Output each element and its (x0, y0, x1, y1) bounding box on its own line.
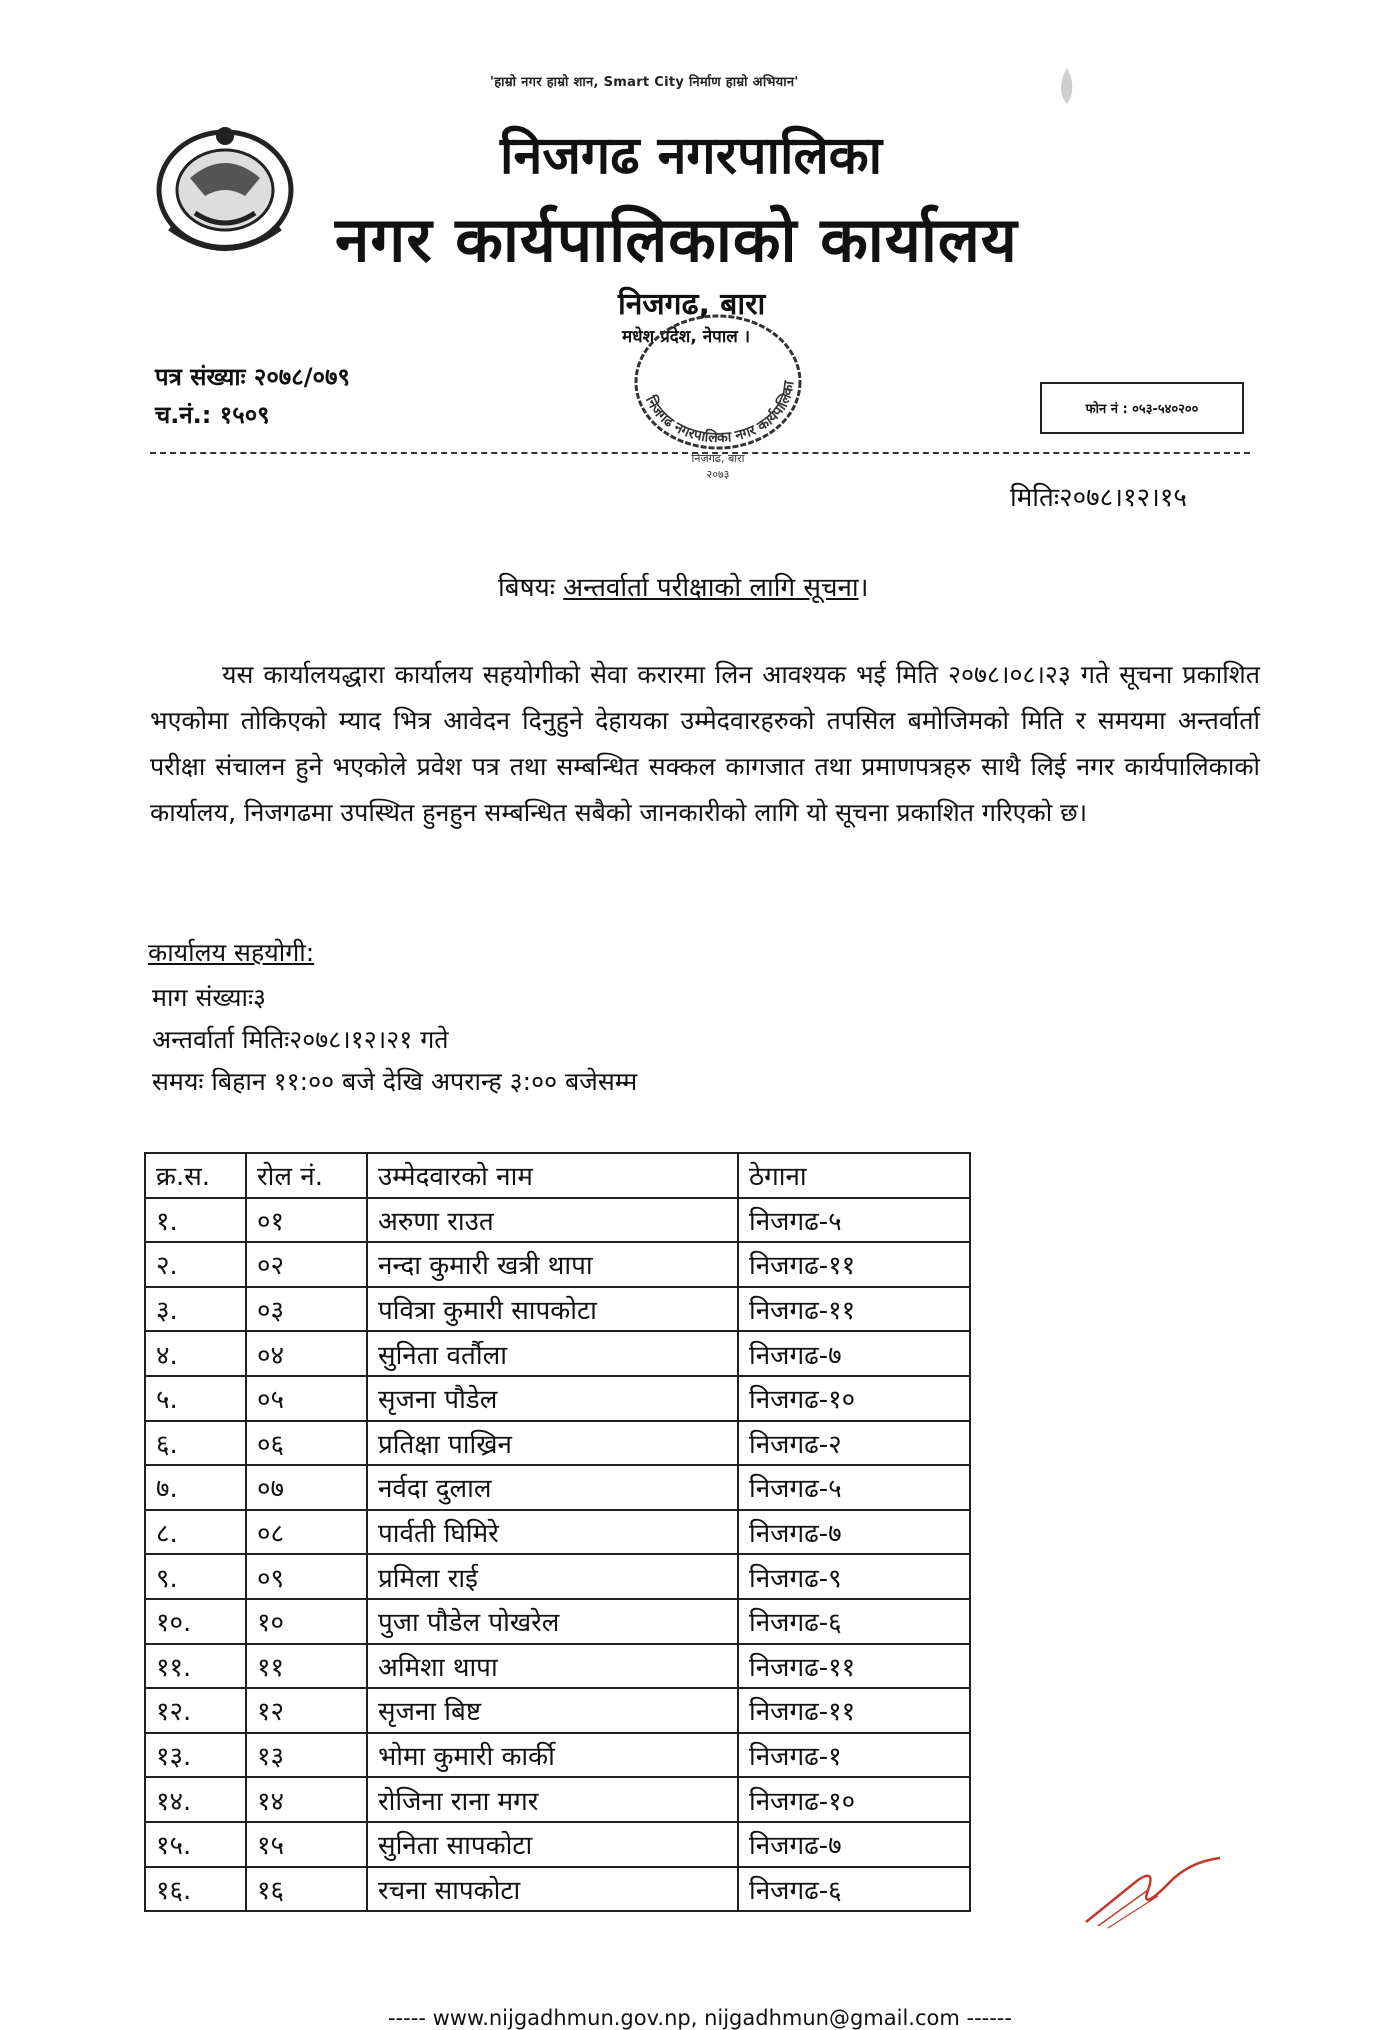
name-cell: पार्वती घिमिरे (367, 1510, 738, 1555)
table-row (145, 1688, 970, 1733)
roll-cell: १३ (246, 1733, 367, 1778)
address-cell: निजगढ-७ (738, 1331, 970, 1376)
table-row (145, 1331, 970, 1376)
roll-cell: ०८ (246, 1510, 367, 1555)
post-title: कार्यालय सहयोगी: (148, 938, 315, 967)
subject-text: अन्तर्वार्ता परीक्षाको लागि सूचना (563, 573, 859, 603)
office-seal-stamp (618, 312, 818, 492)
name-cell: रोजिना राना मगर (367, 1777, 738, 1822)
notice-body: यस कार्यालयद्धारा कार्यालय सहयोगीको सेवा करारमा लिन आवश्यक भई मिति २०७८।०८।२३ गते सूचना प्रकाशित भएकोमा तोकिएको म्याद भित्र आवेदन दिनुहुने देहायका उम्मेदवारहरुको तपसिल बमोजिमको मिति र समयमा अन्तर्वार्ता परीक्षा संचालन हुने भएकोले प्रवेश पत्र तथा सम्बन्धित सक्कल कागजात तथा प्रमाणपत्रहरु साथै लिई नगर कार्यपालिकाको कार्यालय, निजगढमा उपस्थित हुनहुन सम्बन्धित सबैको जानकारीको लागि यो सूचना प्रकाशित गरिएको छ। (150, 660, 1260, 827)
table-row (145, 1510, 970, 1555)
address-cell: निजगढ-११ (738, 1644, 970, 1689)
roll-cell: १२ (246, 1688, 367, 1733)
letter-date: मितिः२०७८।१२।१५ (1010, 483, 1187, 513)
footer-contact: ----- www.nijgadhmun.gov.np, nijgadhmun@gmail.com ------ (388, 2006, 1012, 2030)
address-cell: निजगढ-११ (738, 1688, 970, 1733)
table-row (145, 1822, 970, 1867)
serial-cell: ८. (145, 1510, 246, 1555)
subject-end: । (858, 573, 869, 603)
serial-cell: १३. (145, 1733, 246, 1778)
roll-cell: ०६ (246, 1421, 367, 1466)
roll-cell: १५ (246, 1822, 367, 1867)
candidates-table (144, 1152, 971, 1912)
serial-cell: १२. (145, 1688, 246, 1733)
table-header-serial-cell: क्र.स. (145, 1153, 246, 1198)
table-row (145, 1198, 970, 1243)
table-row (145, 1777, 970, 1822)
name-cell: रचना सापकोटा (367, 1867, 738, 1912)
table-row (145, 1733, 970, 1778)
address-cell: निजगढ-६ (738, 1867, 970, 1912)
table-row (145, 1287, 970, 1332)
name-cell: भोमा कुमारी कार्की (367, 1733, 738, 1778)
roll-cell: ०५ (246, 1376, 367, 1421)
name-cell: सृजना बिष्ट (367, 1688, 738, 1733)
interview-date: अन्तर्वार्ता मितिः२०७८।१२।२१ गते (152, 1025, 449, 1054)
name-cell: सुनिता वर्तौला (367, 1331, 738, 1376)
table-row (145, 1599, 970, 1644)
address-cell: निजगढ-५ (738, 1198, 970, 1243)
serial-cell: २. (145, 1242, 246, 1287)
address-cell: निजगढ-१ (738, 1733, 970, 1778)
address-cell: निजगढ-१० (738, 1777, 970, 1822)
demand-count: माग संख्याः३ (152, 983, 266, 1012)
roll-cell: ०४ (246, 1331, 367, 1376)
dispatch-number: च.नं.: १५०९ (155, 401, 270, 429)
roll-cell: ०३ (246, 1287, 367, 1332)
phone-box (1040, 382, 1244, 434)
roll-cell: ०२ (246, 1242, 367, 1287)
table-header-row (145, 1153, 970, 1198)
address-cell: निजगढ-२ (738, 1421, 970, 1466)
header-divider (150, 452, 1250, 454)
roll-cell: ११ (246, 1644, 367, 1689)
table-row (145, 1242, 970, 1287)
name-cell: अरुणा राउत (367, 1198, 738, 1243)
roll-cell: ०७ (246, 1465, 367, 1510)
letter-number: पत्र संख्याः २०७८/०७९ (155, 363, 350, 391)
address-line1: निजगढ, बारा (618, 287, 766, 322)
municipality-name: निजगढ नगरपालिका (500, 126, 883, 186)
table-row (145, 1465, 970, 1510)
table-row (145, 1376, 970, 1421)
serial-cell: ५. (145, 1376, 246, 1421)
table-row (145, 1644, 970, 1689)
roll-cell: ०१ (246, 1198, 367, 1243)
table-row (145, 1421, 970, 1466)
smudge-mark (1055, 66, 1079, 106)
office-name: नगर कार्यपालिकाको कार्यालय (335, 203, 1018, 276)
roll-cell: १६ (246, 1867, 367, 1912)
name-cell: सुनिता सापकोटा (367, 1822, 738, 1867)
seal-year: २०७३ (706, 468, 730, 481)
signature (1078, 1840, 1228, 1930)
serial-cell: ९. (145, 1554, 246, 1599)
serial-cell: १४. (145, 1777, 246, 1822)
address-line2: मधेश प्रदेश, नेपाल । (622, 327, 751, 347)
serial-cell: ६. (145, 1421, 246, 1466)
address-cell: निजगढ-११ (738, 1287, 970, 1332)
seal-bottom-text: निजगढ, बारा (691, 452, 745, 465)
address-cell: निजगढ-७ (738, 1510, 970, 1555)
name-cell: नर्वदा दुलाल (367, 1465, 738, 1510)
serial-cell: ४. (145, 1331, 246, 1376)
name-cell: अमिशा थापा (367, 1644, 738, 1689)
roll-cell: ०९ (246, 1554, 367, 1599)
nepal-emblem-logo (150, 118, 300, 258)
serial-cell: १०. (145, 1599, 246, 1644)
name-cell: पवित्रा कुमारी सापकोटा (367, 1287, 738, 1332)
address-cell: निजगढ-५ (738, 1465, 970, 1510)
table-header-address-cell: ठेगाना (738, 1153, 970, 1198)
serial-cell: १६. (145, 1867, 246, 1912)
roll-cell: १० (246, 1599, 367, 1644)
table-header-name-cell: उम्मेदवारको नाम (367, 1153, 738, 1198)
serial-cell: ११. (145, 1644, 246, 1689)
name-cell: नन्दा कुमारी खत्री थापा (367, 1242, 738, 1287)
serial-cell: ३. (145, 1287, 246, 1332)
table-header-roll-cell: रोल नं. (246, 1153, 367, 1198)
table-row (145, 1867, 970, 1912)
interview-time: समयः बिहान ११:०० बजे देखि अपरान्ह ३:०० बजेसम्म (152, 1067, 638, 1096)
subject-label: बिषयः (498, 573, 555, 603)
serial-cell: ७. (145, 1465, 246, 1510)
address-cell: निजगढ-७ (738, 1822, 970, 1867)
serial-cell: १. (145, 1198, 246, 1243)
name-cell: प्रतिक्षा पाख्रिन (367, 1421, 738, 1466)
address-cell: निजगढ-६ (738, 1599, 970, 1644)
name-cell: प्रमिला राई (367, 1554, 738, 1599)
address-cell: निजगढ-११ (738, 1242, 970, 1287)
phone-number: फोन नं : ०५३-५४०२०० (1085, 402, 1199, 417)
name-cell: सृजना पौडेल (367, 1376, 738, 1421)
subject-line (498, 568, 869, 604)
seal-ring-text: निजगढ नगरपालिका नगर कार्यपालिका (642, 379, 798, 447)
roll-cell: १४ (246, 1777, 367, 1822)
name-cell: पुजा पौडेल पोखरेल (367, 1599, 738, 1644)
table-row (145, 1554, 970, 1599)
tagline: 'हाम्रो नगर हाम्रो शान, Smart City निर्माण हाम्रो अभियान' (490, 75, 799, 90)
address-cell: निजगढ-९ (738, 1554, 970, 1599)
address-cell: निजगढ-१० (738, 1376, 970, 1421)
serial-cell: १५. (145, 1822, 246, 1867)
